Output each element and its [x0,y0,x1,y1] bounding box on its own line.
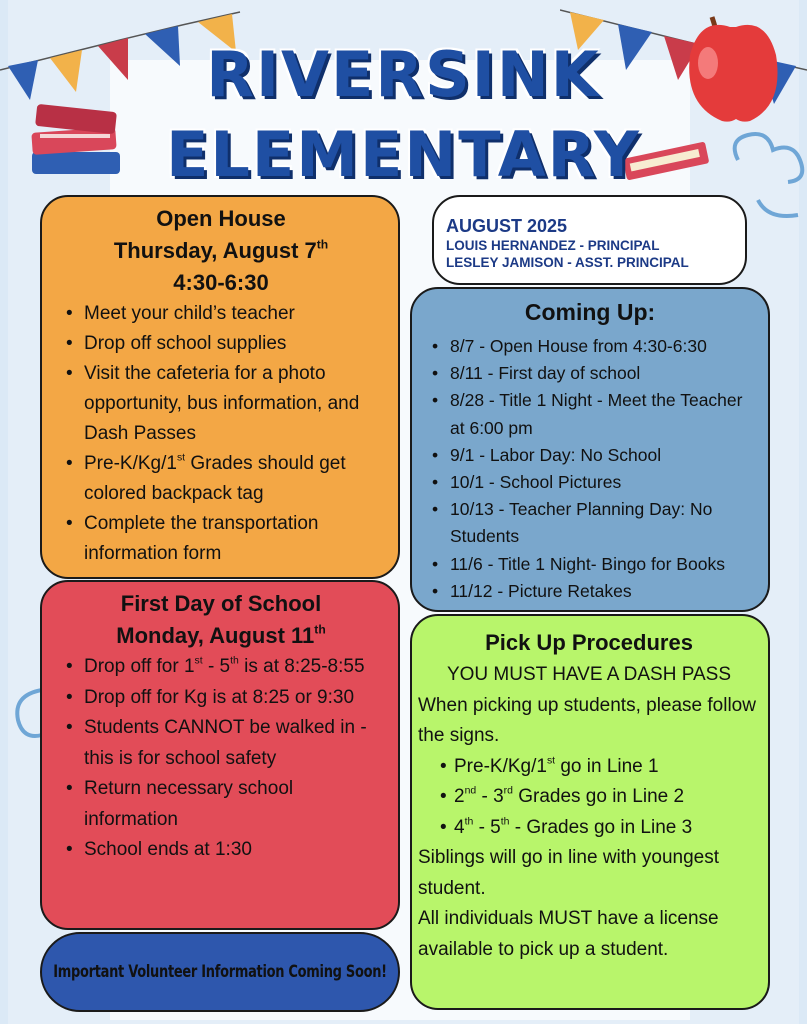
open-house-heading: Open House [156,206,286,231]
coming-up-card [410,287,770,612]
pickup-heading: Pick Up Procedures [485,630,693,655]
open-house-date: Thursday, August 7th [113,237,329,263]
license-note: All individuals MUST have a license available to pick up a student. [418,908,719,960]
first-day-list [54,652,388,866]
list-item: • 10/13 - Teacher Planning Day: No Students [420,496,760,550]
list-item: • 8/11 - First day of school [420,360,760,387]
list-item: • Pre-K/Kg/1st Grades should get colored backpack tag [54,449,388,509]
list-item: • Drop off for 1st - 5th is at 8:25-8:55 [54,652,388,683]
list-item: • 10/1 - School Pictures [420,469,760,496]
list-item: • Drop off for Kg is at 8:25 or 9:30 [54,683,388,714]
first-day-heading: First Day of School [120,591,322,616]
list-item: • 9/1 - Labor Day: No School [420,442,760,469]
list-item: • Meet your child’s teacher [54,299,388,329]
list-item: • 11/6 - Title 1 Night- Bingo for Books [420,551,760,578]
first-day-date: Monday, August 11th [116,622,326,648]
siblings-note: Siblings will go in line with youngest student. [418,847,719,899]
list-item: • Students CANNOT be walked in - this is for school safety [54,713,388,774]
list-item: • School ends at 1:30 [54,835,388,866]
list-item: • 2nd - 3rd Grades go in Line 2 [418,782,760,813]
list-item: • 8/7 - Open House from 4:30-6:30 [420,333,760,360]
list-item: • Pre-K/Kg/1st go in Line 1 [418,752,760,783]
list-item: • Drop off school supplies [54,329,388,359]
volunteer-text: Important Volunteer Information Coming Soon! [53,962,387,982]
month-year: AUGUST 2025 [446,216,568,236]
list-item: • 4th - 5th - Grades go in Line 3 [418,813,760,844]
pickup-card [410,614,770,1010]
swirl-left-icon [8,680,43,750]
volunteer-banner [40,932,400,1012]
list-item: • Visit the cafeteria for a photo opportunity, bus information, and Dash Passes [54,359,388,449]
list-item: • 11/12 - Picture Retakes [420,578,760,605]
list-item: • Return necessary school information [54,774,388,835]
dash-pass-notice: YOU MUST HAVE A DASH PASS [446,664,732,685]
coming-up-list [420,333,760,605]
open-house-card [40,195,400,579]
school-title-line1: RIVERSINK [206,38,601,111]
coming-up-heading: Coming Up: [524,299,656,325]
list-item: • Complete the transportation information form [54,509,388,569]
header-info-card [432,195,747,285]
asst-principal-name: LESLEY JAMISON - ASST. PRINCIPAL [446,255,689,270]
pickup-intro: When picking up students, please follow the signs. [418,694,756,746]
list-item: • 8/28 - Title 1 Night - Meet the Teacher at 6:00 pm [420,387,760,441]
school-title-line2: ELEMENTARY [166,118,641,191]
pickup-lines-list [418,752,760,844]
open-house-list [54,299,388,569]
principal-name: LOUIS HERNANDEZ - PRINCIPAL [446,238,660,253]
open-house-time: 4:30-6:30 [173,270,269,295]
first-day-card [40,580,400,930]
